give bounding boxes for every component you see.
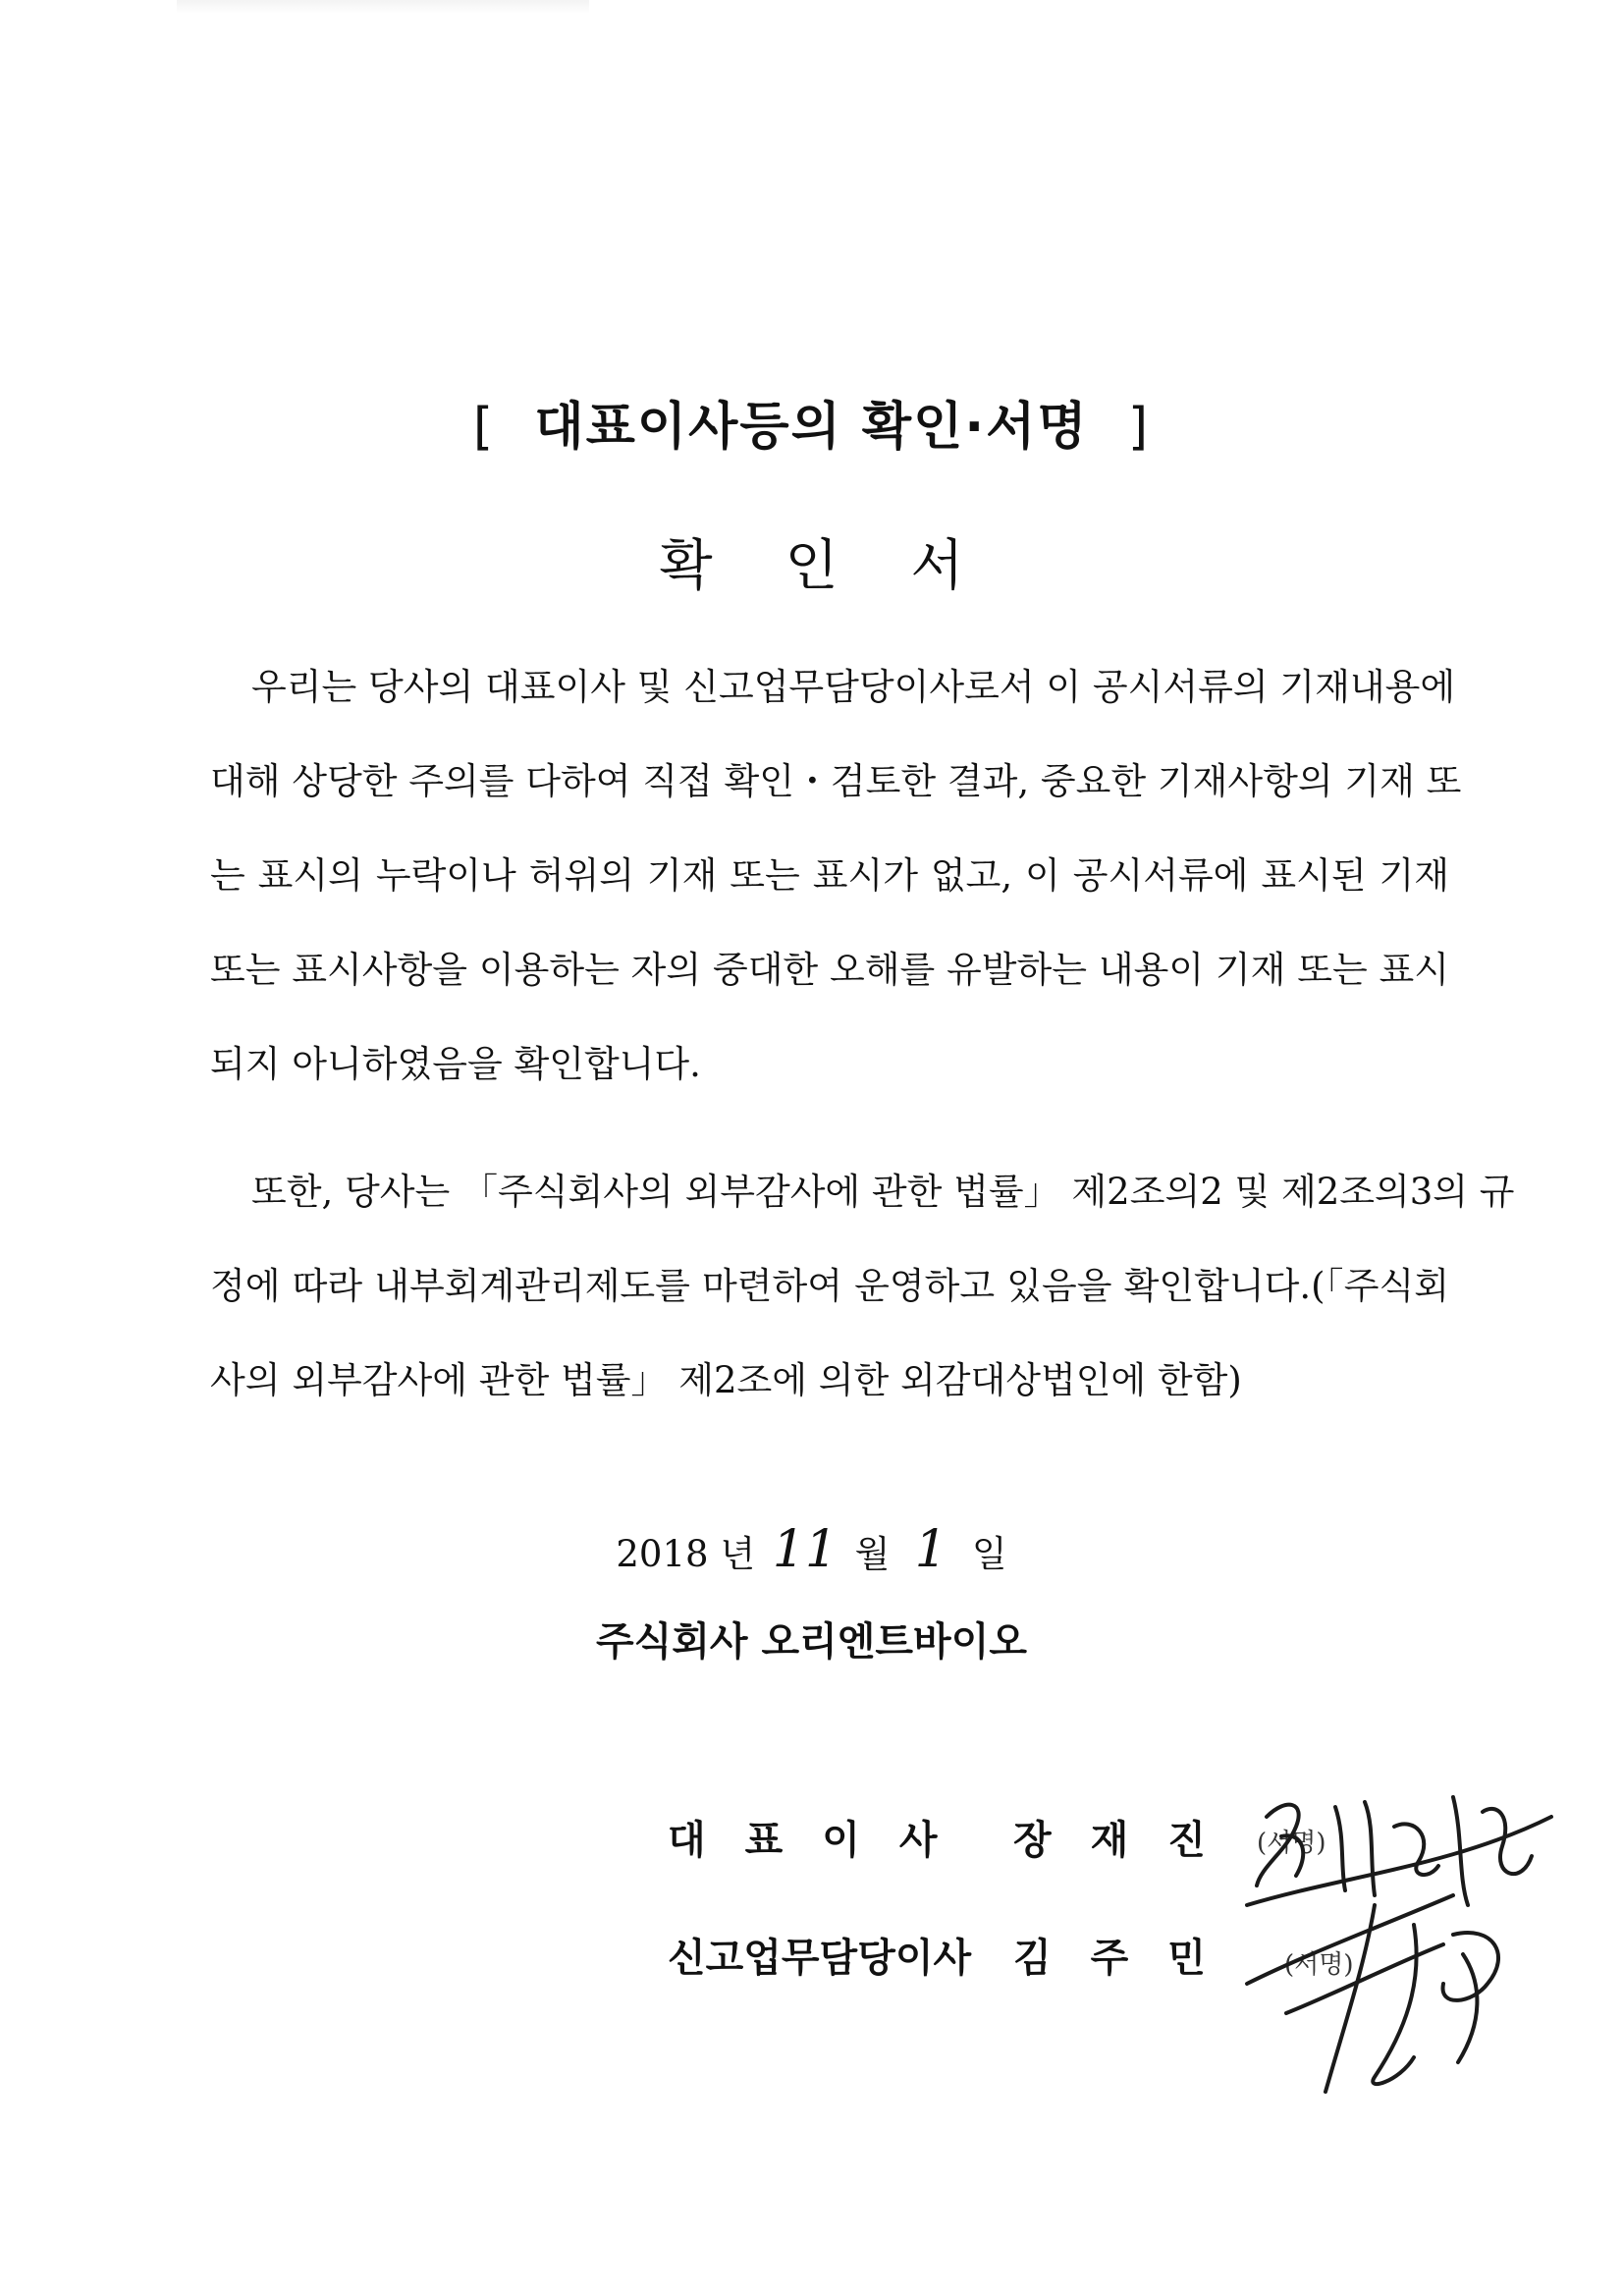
company-name: 주식회사 오리엔트바이오 bbox=[596, 1619, 1027, 1665]
paragraph-line: 정에 따라 내부회계관리제도를 마련하여 운영하고 있음을 확인합니다.(「주식회 bbox=[210, 1265, 1449, 1307]
paragraph-line: 또는 표시사항을 이용하는 자의 중대한 오해를 유발하는 내용이 기재 또는 표시 bbox=[210, 949, 1449, 991]
date-day-unit: 일 bbox=[971, 1533, 1007, 1575]
signatory-title: 신고업무담당이사 bbox=[668, 1936, 972, 1981]
date-year: 2018 bbox=[616, 1533, 709, 1575]
signature-placeholder: (서명) bbox=[1284, 1950, 1354, 1980]
paragraph-line: 되지 아니하였음을 확인합니다. bbox=[210, 1043, 701, 1085]
paragraph-line: 또한, 당사는 「주식회사의 외부감사에 관한 법률」 제2조의2 및 제2조의3의 규 bbox=[251, 1171, 1515, 1213]
signatory-title: 대표이사 bbox=[668, 1818, 977, 1863]
date-day-handwritten: 1 bbox=[914, 1520, 947, 1579]
paragraph-line: 대해 상당한 주의를 다하여 직접 확인・검토한 결과, 중요한 기재사항의 기재 또 bbox=[210, 760, 1462, 802]
officer-handwritten-signature bbox=[1227, 1866, 1532, 2102]
document-subtitle: 확 인 서 bbox=[659, 534, 992, 598]
document-heading bbox=[0, 385, 1623, 459]
document-date bbox=[0, 1520, 1623, 1579]
scan-artifact bbox=[177, 0, 589, 14]
heading-close-bracket: ] bbox=[1127, 398, 1151, 457]
heading-open-bracket: [ bbox=[472, 398, 496, 457]
signatory-name: 장재진 bbox=[1013, 1818, 1245, 1863]
date-month-unit: 월 bbox=[854, 1533, 891, 1575]
signatory-disclosure-officer bbox=[668, 1927, 1354, 1986]
heading-text: 대표이사등의 확인·서명 bbox=[534, 398, 1089, 457]
paragraph-line: 우리는 당사의 대표이사 및 신고업무담당이사로서 이 공시서류의 기재내용에 bbox=[251, 666, 1456, 708]
signature-placeholder: (서명) bbox=[1257, 1829, 1326, 1858]
date-year-unit: 년 bbox=[720, 1533, 756, 1575]
signatory-ceo bbox=[668, 1809, 1326, 1868]
confirmation-paragraph bbox=[210, 658, 1462, 1129]
date-month-handwritten: 11 bbox=[772, 1520, 838, 1579]
paragraph-line: 사의 외부감사에 관한 법률」 제2조에 의한 외감대상법인에 한함) bbox=[210, 1359, 1242, 1401]
signatory-name: 김주민 bbox=[1013, 1936, 1245, 1981]
internal-control-paragraph bbox=[210, 1163, 1515, 1446]
paragraph-line: 는 표시의 누락이나 허위의 기재 또는 표시가 없고, 이 공시서류에 표시된 기재 bbox=[210, 854, 1449, 897]
